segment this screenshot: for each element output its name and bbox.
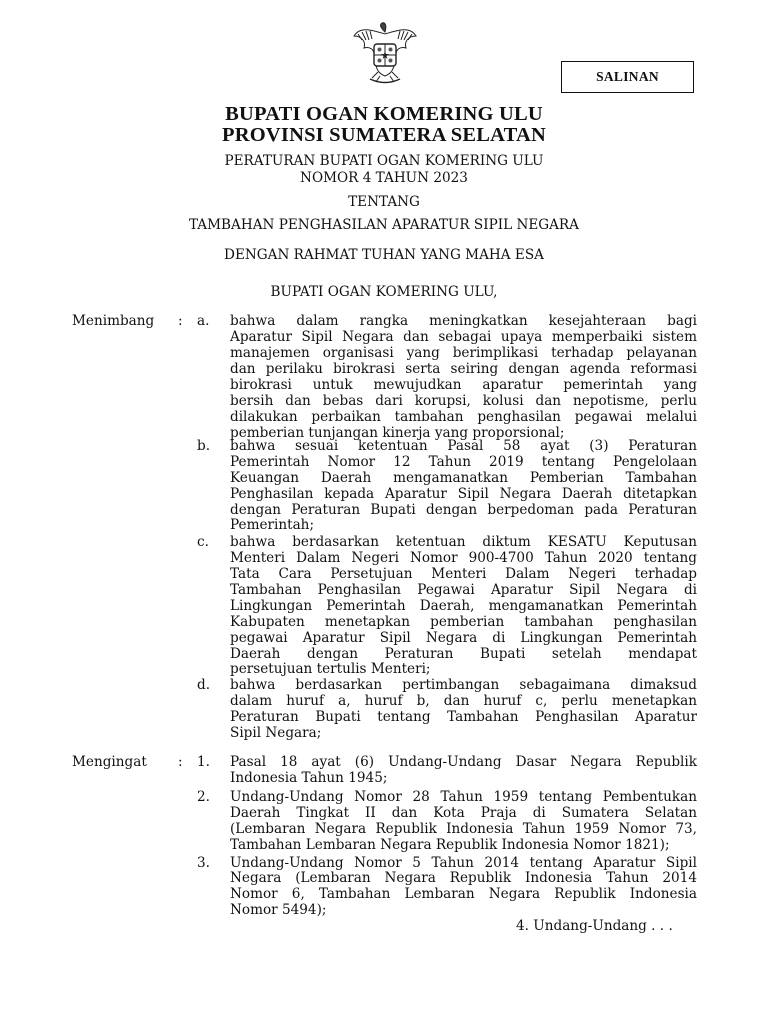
item-marker: 2. [197, 789, 210, 805]
item-line: Daerah Tingkat II dan Kota Praja di Sumatera Selatan [230, 805, 697, 821]
item-line: Peraturan Bupati tentang Tambahan Penghasilan Aparatur [230, 709, 697, 725]
item-line: Negara (Lembaran Negara Republik Indonesia Tahun 2014 [230, 870, 697, 886]
item-line: persetujuan tertulis Menteri; [230, 661, 431, 677]
item-line: Undang-Undang Nomor 28 Tahun 1959 tentang Pembentukan [230, 789, 697, 805]
item-line: Pemerintah; [230, 517, 315, 533]
item-line: bahwa berdasarkan pertimbangan sebagaimana dimaksud [230, 677, 697, 693]
item-marker: b. [197, 438, 211, 454]
item-line: bersih dan bebas dari korupsi, kolusi dan nepotisme, perlu [230, 393, 697, 409]
item-marker: 1. [197, 754, 210, 770]
office-title-line2: PROVINSI SUMATERA SELATAN [222, 124, 546, 146]
item-line: pegawai Aparatur Sipil Negara di Lingkungan Pemerintah [230, 630, 697, 646]
garuda-emblem-icon [352, 22, 418, 86]
item-line: Kabupaten menetapkan pemberian tambahan penghasilan [230, 614, 697, 630]
item-line: Pemerintah Nomor 12 Tahun 2019 tentang Pengelolaan [230, 454, 697, 470]
item-line: Indonesia Tahun 1945; [230, 770, 388, 786]
item-line: Undang-Undang Nomor 5 Tahun 2014 tentang Aparatur Sipil [230, 855, 697, 871]
item-line: bahwa dalam rangka meningkatkan kesejahteraan bagi [230, 313, 697, 329]
invocation: DENGAN RAHMAT TUHAN YANG MAHA ESA [224, 247, 544, 263]
item-line: Menteri Dalam Negeri Nomor 900-4700 Tahun 2020 tentang [230, 550, 697, 566]
item-line: Tambahan Lembaran Negara Republik Indonesia Nomor 1821); [230, 837, 670, 853]
mengingat-label: Mengingat [72, 754, 147, 770]
item-line: Pasal 18 ayat (6) Undang-Undang Dasar Negara Republik [230, 754, 697, 770]
authority-line: BUPATI OGAN KOMERING ULU, [270, 284, 498, 300]
office-title-line1: BUPATI OGAN KOMERING ULU [225, 103, 543, 125]
item-line: manajemen organisasi yang berimplikasi terhadap pelayanan [230, 345, 697, 361]
item-line: (Lembaran Negara Republik Indonesia Tahun 1959 Nomor 73, [230, 821, 697, 837]
regulation-title: PERATURAN BUPATI OGAN KOMERING ULU [224, 153, 544, 169]
item-line: dalam huruf a, huruf b, dan huruf c, perlu menetapkan [230, 693, 697, 709]
menimbang-colon: : [178, 313, 183, 329]
regulation-subject: TAMBAHAN PENGHASILAN APARATUR SIPIL NEGARA [188, 217, 579, 233]
item-line: Penghasilan kepada Aparatur Sipil Negara Daerah ditetapkan [230, 486, 697, 502]
item-line: Aparatur Sipil Negara dan sebagai upaya memperbaiki sistem [230, 329, 697, 345]
regulation-number: NOMOR 4 TAHUN 2023 [300, 170, 468, 186]
item-line: Nomor 5494); [230, 902, 327, 918]
item-line: birokrasi untuk mewujudkan aparatur pemerintah yang [230, 377, 697, 393]
item-line: dengan Peraturan Bupati dengan berpedoman pada Peraturan [230, 502, 697, 518]
salinan-stamp: SALINAN [561, 61, 694, 93]
item-line: Nomor 6, Tambahan Lembaran Negara Republik Indonesia [230, 886, 697, 902]
mengingat-colon: : [178, 754, 183, 770]
item-line: pemberian tunjangan kinerja yang proporsional; [230, 425, 565, 441]
item-marker: d. [197, 677, 211, 693]
item-line: Sipil Negara; [230, 725, 322, 741]
item-line: Tata Cara Persetujuan Menteri Dalam Negeri terhadap [230, 566, 697, 582]
item-line: Keuangan Daerah mengamanatkan Pemberian Tambahan [230, 470, 697, 486]
item-line: dilakukan perbaikan tambahan penghasilan pegawai melalui [230, 409, 697, 425]
item-line: bahwa sesuai ketentuan Pasal 58 ayat (3) Peraturan [230, 438, 697, 454]
continuation-reference: 4. Undang-Undang . . . [516, 918, 673, 934]
item-marker: 3. [197, 855, 210, 871]
item-line: Daerah dengan Peraturan Bupati setelah mendapat [230, 646, 697, 662]
item-line: dan perilaku birokrasi serta seiring dengan agenda reformasi [230, 361, 697, 377]
item-line: Lingkungan Pemerintah Daerah, mengamanatkan Pemerintah [230, 598, 697, 614]
item-line: bahwa berdasarkan ketentuan diktum KESATU Keputusan [230, 534, 697, 550]
item-marker: a. [197, 313, 210, 329]
menimbang-label: Menimbang [72, 313, 155, 329]
item-line: Tambahan Penghasilan Pegawai Aparatur Sipil Negara di [230, 582, 697, 598]
tentang-label: TENTANG [348, 194, 420, 210]
item-marker: c. [197, 534, 209, 550]
